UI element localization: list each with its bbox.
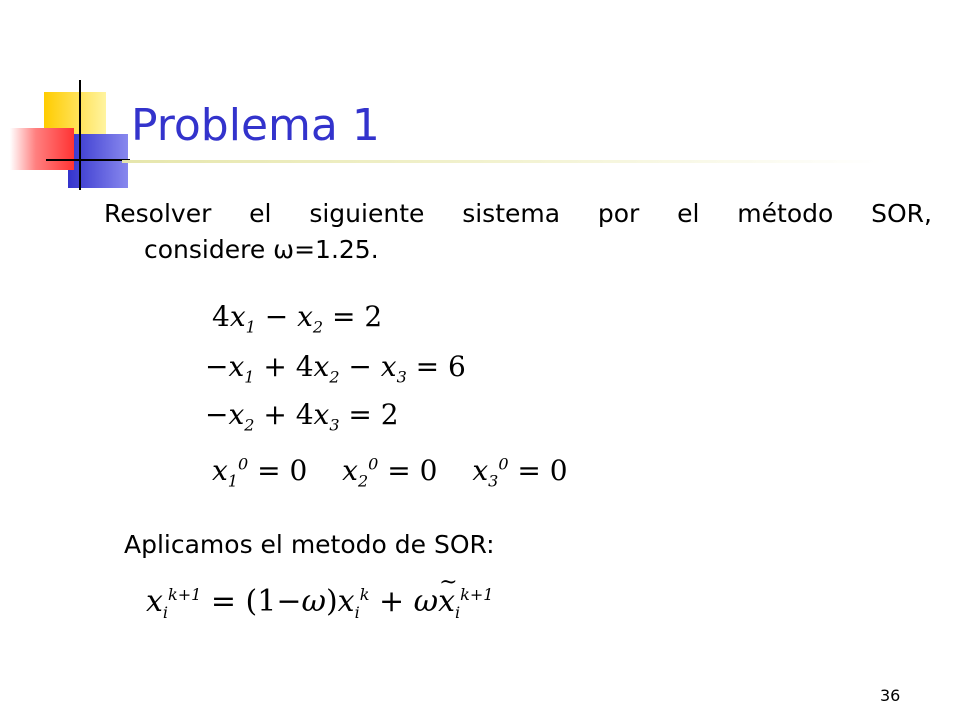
eq1-sub-1: 1 (245, 317, 256, 337)
init-sup-2: 0 (368, 454, 379, 474)
init-var-x2: x (342, 454, 358, 487)
eq2-coef-x2: 4 (295, 350, 314, 383)
sor-formula: $x_i^{k+1} = (1-\omega)x_i^k$ + ω~ $x_i^{k+1}$ (146, 584, 493, 622)
eq3-var-x3: x (313, 398, 330, 431)
eq2-sub-2: 2 (329, 367, 340, 387)
equation-3: $-x_2 + 4x_3 = 2$ (205, 398, 399, 435)
init-var-x3: x (472, 454, 489, 487)
eq2-var-x2: x (313, 350, 330, 383)
init-val-2: 0 (419, 454, 438, 487)
eq1-coef-x1: 4 (212, 300, 230, 333)
problem-statement-line1: Resolver el siguiente sistema por el método SOR, (104, 199, 932, 228)
eq3-var-x2: x (228, 398, 245, 431)
eq2-sub-3: 3 (396, 367, 407, 387)
sor-lhs-sub: i (162, 603, 169, 622)
sor-lhs-sup: k+1 (168, 585, 202, 604)
eq2-var-x3: x (380, 350, 397, 383)
init-sub-1: 1 (227, 471, 238, 491)
sor-lhs-var: x (146, 584, 163, 619)
problem-statement-line2: considere ω=1.25. (144, 235, 379, 264)
sor-tilde-var: ~ x (438, 584, 455, 619)
sor-one: 1 (257, 584, 277, 619)
eq1-var-x2: x (297, 300, 313, 333)
init-sup-3: 0 (498, 454, 509, 474)
eq3-rhs: 2 (380, 398, 399, 431)
init-var-x1: x (212, 454, 228, 487)
eq1-sub-2: 2 (312, 317, 324, 337)
sor-mid-sup: k (359, 585, 370, 604)
slide-number: 36 (880, 686, 901, 705)
init-sub-3: 3 (488, 471, 499, 491)
sor-mid-sub: i (354, 603, 360, 622)
sor-tilde-sub: i (455, 603, 461, 622)
logo-red-square (10, 128, 74, 170)
eq3-coef-x3: 4 (295, 398, 314, 431)
eq2-rhs: 6 (448, 350, 466, 383)
eq1-var-x1: x (229, 300, 246, 333)
eq2-var-x1: x (228, 350, 245, 383)
problem-statement (104, 196, 932, 268)
equation-1: $4x_1 - x_2 = 2$ (212, 300, 383, 337)
slide-title: Problema 1 (131, 100, 380, 151)
equation-2: $-x_1 + 4x_2 - x_3 = 6$ (205, 350, 466, 387)
init-sup-1: 0 (237, 454, 249, 474)
sor-omega-1: ω (301, 584, 326, 619)
eq2-sub-1: 1 (244, 367, 255, 387)
sor-omega-2: ω (413, 584, 439, 619)
sor-tilde-sup: k+1 (460, 585, 494, 604)
init-sub-2: 2 (357, 471, 369, 491)
init-val-1: 0 (289, 454, 308, 487)
slide-logo-decoration (0, 0, 140, 200)
eq3-sub-2: 2 (244, 415, 255, 435)
eq1-rhs: 2 (364, 300, 383, 333)
eq3-sub-3: 3 (329, 415, 340, 435)
init-val-3: 0 (549, 454, 568, 487)
title-underline (122, 160, 882, 163)
sor-mid-var: x (337, 584, 355, 619)
method-label: Aplicamos el metodo de SOR: (124, 530, 495, 559)
initial-values: $x_1^0 = 0$ $x_2^0 = 0$ $x_3^0 = 0$ (212, 454, 568, 491)
